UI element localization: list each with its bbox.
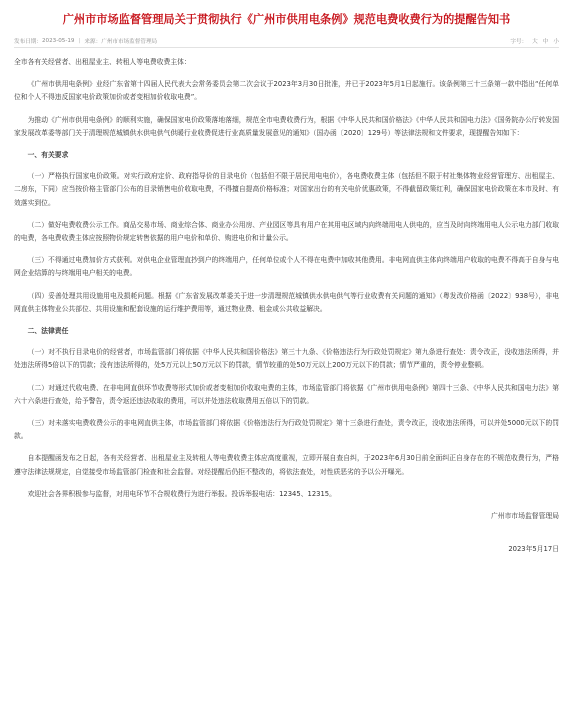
font-size-small-button[interactable]: 小: [553, 38, 559, 45]
liability-item: （三）对未落实电费收费公示的非电网直供主体，市场监管部门将依据《价格违法行为行政处罚规定》第十三条进行查处，责令改正，没收违法所得，可以并处5000元以下的罚款。: [14, 419, 559, 441]
source: 广州市市场监督管理局: [101, 38, 158, 45]
font-size-medium-button[interactable]: 中: [542, 38, 549, 45]
meta-divider: |: [78, 37, 81, 44]
page-title: 广州市市场监督管理局关于贯彻执行《广州市供用电条例》规范电费收费行为的提醒告知书: [62, 13, 511, 26]
article-body: [14, 48, 559, 501]
font-size-large-button[interactable]: 大: [532, 38, 538, 45]
requirement-item: （四）妥善处理共用设施用电及损耗问题。根据《广东省发展改革委关于进一步清理规范城镇供水供电供气等行业收费有关问题的通知》（粤发改价格函〔2022〕938号），非电网直供主体物业公共部位、共用设施和配套设施的运行维护费用等，通过物业费、租金或公共收益解决。: [14, 291, 559, 313]
liability-item: （二）对通过代收电费、在非电网直供环节收费等形式加价或者变相加价收取电费的主体，市场监管部门将依据《广州市供用电条例》第四十三条、《中华人民共和国电力法》第六十六条进行查处，给予警告，责令返还违法收取的费用，可以并处违法收取费用五倍以下的罚款。: [14, 383, 559, 405]
font-size-label: 字号：: [510, 38, 528, 45]
closing-paragraph-1: 自本提醒函发布之日起，各有关经营者、出租屋业主及转租人等电费收费主体应高度重视，立即开展自查自纠，于2023年6月30日前全面纠正自身存在的不规范收费行为，严格遵守法律法规规定，自觉接受市场监管部门检查和社会监督。对经提醒后仍拒不整改的，将依法查处，对性质恶劣的予以公开曝光。: [14, 454, 559, 476]
requirement-item: （一）严格执行国家电价政策。对实行政府定价、政府指导价的目录电价（包括但不限于居民用电电价），各电费收费主体（包括但不限于村社集体物业经营管理方、出租屋主、二房东，下同）应当按价格主管部门公布的目录销售电价收取电费，不得擅自提高价格标准；对国家出台的有关电价优惠政策，不得截留政策红利，确保国家电价政策在本市及时、有效落实到位。: [14, 172, 559, 207]
article-meta: [14, 34, 559, 48]
signature-org: 广州市市场监督管理局: [491, 512, 559, 521]
signature-block: [14, 510, 559, 556]
publish-date: 2023-05-19: [41, 37, 75, 44]
source-label: 来源：: [84, 38, 102, 45]
closing-paragraph-2: 欢迎社会各界积极参与监督，对用电环节不合规收费行为进行举报。投诉举报电话：12345、12315。: [27, 489, 336, 498]
salutation: 全市各有关经营者、出租屋业主、转租人等电费收费主体：: [14, 58, 191, 66]
intro-paragraph-1: 《广州市供用电条例》业经广东省第十四届人民代表大会常务委员会第二次会议于2023年3月30日批准，并已于2023年5月1日起施行。该条例第三十三条第一款中指出“任何单位和个人不得违反国家电价政策加价或者变相加价收取电费”。: [14, 80, 559, 102]
requirement-item: （二）做好电费收费公示工作。商品交易市场、商业综合体、商业办公用房、产业园区等具有用户在其用电区域内向终端用电人供电的，应当及时向终端用电人公示电力部门收取的电费，各电费收费主体应按照物价规定转售依据的用户电价和单价、购进电价和计量公示。: [14, 220, 559, 243]
intro-paragraph-2: 为推动《广州市供用电条例》的顺利实施，确保国家电价政策落地落细，规范全市电费收费行为，根据《中华人民共和国价格法》《中华人民共和国电力法》《国务院办公厅转发国家发展改革委等部门关于清理规范城镇供水供电供气供暖行业收费促进行业高质量发展意见的通知》（国办函〔2020〕129号）等法律法规和文件要求，现提醒告知如下：: [14, 115, 559, 137]
liability-item: （一）对不执行目录电价的经营者，市场监管部门将依据《中华人民共和国价格法》第三十九条、《价格违法行为行政处罚规定》第九条进行查处：责令改正，没收违法所得，并处违法所得5倍以下的罚款；没有违法所得的，处5万元以上50万元以下的罚款，情节较重的处50万元以上200万元以下的罚款；情节严重的，责令停业整顿。: [14, 348, 559, 370]
section-heading-liability: 二、法律责任: [27, 327, 69, 336]
section-heading-requirements: 一、有关要求: [27, 151, 69, 160]
signature-date: 2023年5月17日: [508, 545, 559, 554]
publish-date-label: 发布日期：: [14, 38, 42, 45]
requirement-item: （三）不得通过电费加价方式获利。对供电企业管理直抄到户的终端用户，任何单位或个人不得在电费中加收其他费用。非电网直供主体向终端用户收取的电费不得高于自身与电网企业结算的与终端用电户相关的电费。: [14, 256, 559, 278]
